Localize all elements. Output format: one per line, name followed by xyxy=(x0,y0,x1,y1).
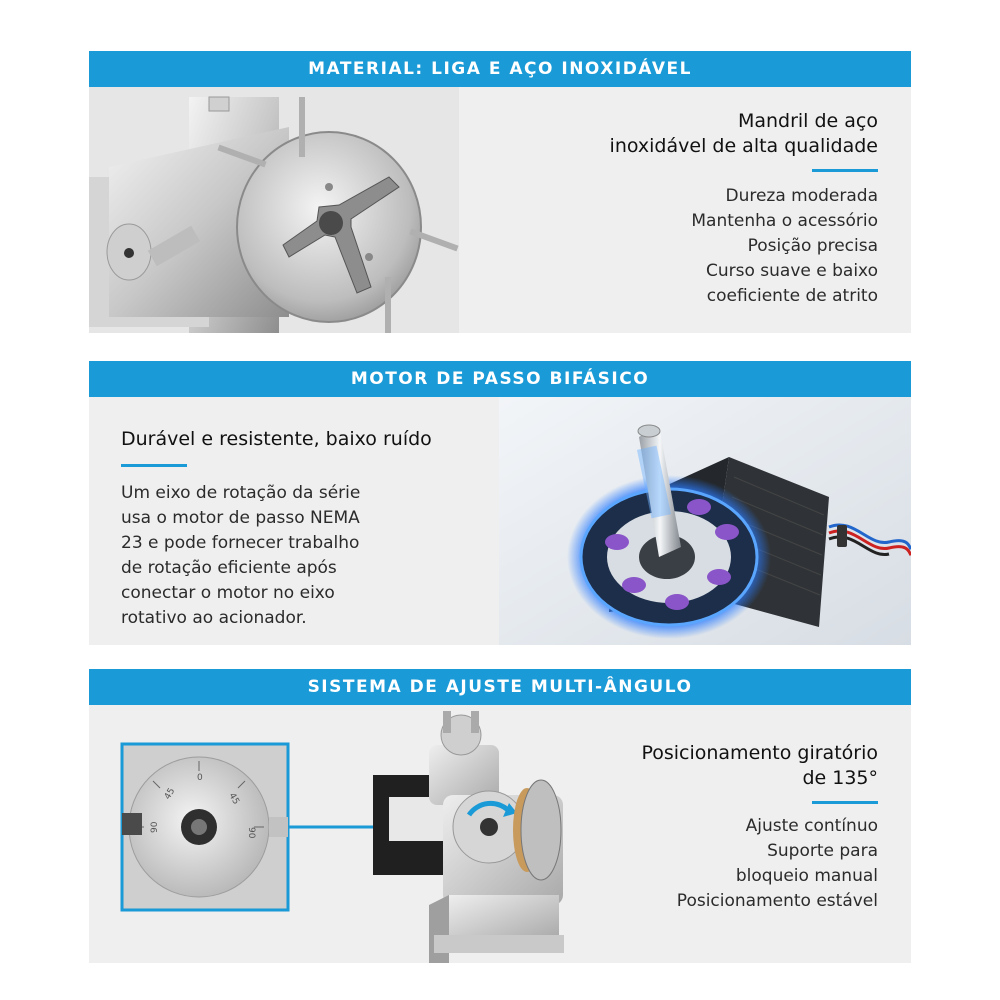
section-motor xyxy=(89,361,911,645)
angle-headline-line1: Posicionamento giratório xyxy=(641,742,878,764)
dial-mark: 90 xyxy=(150,821,160,833)
material-feature-item: Posição precisa xyxy=(747,236,878,256)
motor-panel xyxy=(89,397,911,645)
motor-description-line: 23 e pode fornecer trabalho xyxy=(121,533,360,553)
material-panel xyxy=(89,87,911,333)
angle-headline-line2: de 135° xyxy=(802,767,878,789)
section-banner-motor: MOTOR DE PASSO BIFÁSICO xyxy=(89,361,911,397)
angle-feature-item: bloqueio manual xyxy=(735,866,878,886)
angle-features xyxy=(641,814,878,914)
angle-panel xyxy=(89,705,911,963)
angle-text-block xyxy=(641,741,878,914)
material-underline xyxy=(812,169,878,172)
motor-description xyxy=(121,481,432,631)
section-banner-angle: SISTEMA DE AJUSTE MULTI-ÂNGULO xyxy=(89,669,911,705)
angle-underline xyxy=(812,801,878,804)
motor-description-line: de rotação eficiente após xyxy=(121,558,337,578)
dial-mark: 45 xyxy=(226,791,241,807)
motor-description-line: rotativo ao acionador. xyxy=(121,608,307,628)
angle-adjust-photo xyxy=(89,705,609,963)
chuck-photo xyxy=(89,87,459,333)
angle-feature-item: Posicionamento estável xyxy=(676,891,878,911)
dial-mark: 90 xyxy=(246,827,256,839)
material-text-block xyxy=(610,109,878,309)
motor-description-line: conectar o motor no eixo xyxy=(121,583,335,603)
motor-underline xyxy=(121,464,187,467)
angle-feature-item: Suporte para xyxy=(767,841,878,861)
material-feature-item: Dureza moderada xyxy=(725,186,878,206)
section-banner-material: MATERIAL: LIGA E AÇO INOXIDÁVEL xyxy=(89,51,911,87)
motor-headline: Durável e resistente, baixo ruído xyxy=(121,428,432,450)
material-feature-item: Mantenha o acessório xyxy=(691,211,878,231)
stepper-motor-photo xyxy=(499,397,911,645)
motor-text-block xyxy=(121,427,432,631)
material-headline-line2: inoxidável de alta qualidade xyxy=(609,135,878,157)
motor-description-line: usa o motor de passo NEMA xyxy=(121,508,360,528)
dial-mark: 45 xyxy=(162,786,178,802)
section-material xyxy=(89,51,911,333)
material-feature-item: coeficiente de atrito xyxy=(706,286,878,306)
material-headline-line1: Mandril de aço xyxy=(737,110,878,132)
material-features xyxy=(610,184,878,309)
angle-feature-item: Ajuste contínuo xyxy=(745,816,878,836)
dial-mark: 0 xyxy=(197,773,203,783)
material-feature-item: Curso suave e baixo xyxy=(705,261,878,281)
motor-description-line: Um eixo de rotação da série xyxy=(121,483,361,503)
section-angle xyxy=(89,669,911,963)
